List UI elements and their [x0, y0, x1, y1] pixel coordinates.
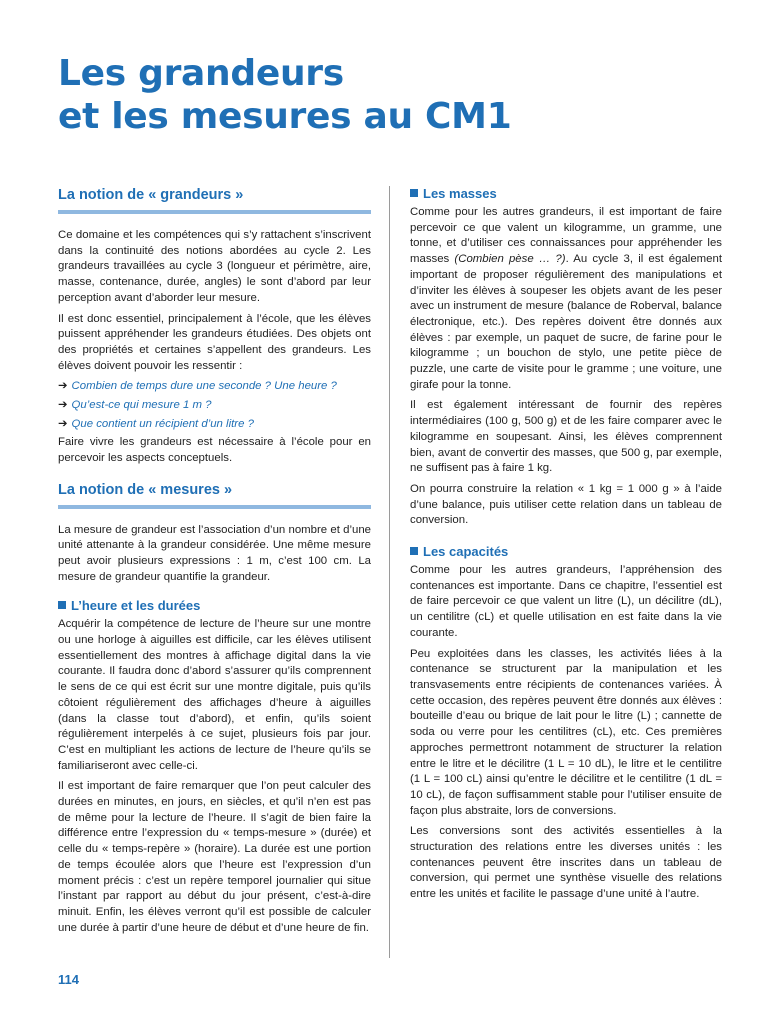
arrow-icon: ➔	[58, 417, 68, 430]
paragraph: Il est donc essentiel, principalement à l’école, que les élèves puissent appréhender les grandeurs étudiées. Des objets ont des propriétés et certaines s’appellent des grandeurs. Les élèves doivent pouvoir les ressentir :	[58, 312, 371, 372]
right-column	[410, 185, 722, 908]
arrow-icon: ➔	[58, 380, 68, 393]
page-title-line2: et les mesures au CM1	[58, 96, 512, 137]
arrow-icon: ➔	[58, 398, 68, 411]
square-bullet-icon	[58, 601, 66, 609]
column-divider	[389, 186, 390, 958]
paragraph: Les conversions sont des activités essentielles à la structuration des relations entre les diverses unités : les contenances peuvent être inscrites dans un tableau de conversion, qui permet une synthèse visuelle des relations entre les unités et facilite le passage d’une unité à l’autre.	[410, 825, 722, 901]
page-title	[58, 52, 718, 138]
question-item: ➔ Combien de temps dure une seconde ? Une heure ?	[58, 380, 337, 393]
question-item: ➔ Que contient un récipient d’un litre ?	[58, 417, 254, 430]
section-heading-grandeurs: La notion de « grandeurs »	[58, 186, 371, 214]
paragraph: Acquérir la compétence de lecture de l’heure sur une montre ou une horloge à aiguilles est difficile, car les élèves utilisent essentiellement des montres à affichage digital dans la vie courante. Il faudra donc d’abord s’assurer qu’ils comprennent le sens de ce qui est écrit sur une montre digitale, puis qu’ils côtoient régulièrement des affichages d’heure à aiguilles (dans la classe tout d’abord), et enfin, qu’ils soient régulièrement interpelés à ce sujet, plusieurs fois par jour. C’est en multipliant les actions de lecture de l’heure qu’ils se familiariseront avec celle-ci.	[58, 618, 371, 772]
paragraph: Il est également intéressant de fournir des repères intermédiaires (100 g, 500 g) et de les faire comparer avec le kilogramme en soupesant. Ainsi, les élèves comprennent bien, avant de convertir des masses, que 500 g, par exemple, ne suffisent pas à faire 1 kg.	[410, 399, 722, 475]
paragraph: Comme pour les autres grandeurs, l’appréhension des contenances est importante. Dans ce chapitre, l’essentiel est de faire percevoir ce que valent un litre (L), un décilitre (dL), un centilitre (cL) et quelle utilisation en est faite dans la vie courante.	[410, 564, 722, 639]
left-column	[58, 186, 371, 941]
paragraph: La mesure de grandeur est l’association d’un nombre et d’une unité attenante à la grandeur considérée. Une même mesure peut avoir plusieurs expressions : 1 m, c’est 100 cm. La mesure de grandeur quantifie la grandeur.	[58, 523, 371, 583]
section-heading-mesures: La notion de « mesures »	[58, 481, 371, 509]
square-bullet-icon	[410, 189, 418, 197]
subsection-heading-heure: L’heure et les durées	[58, 597, 371, 614]
paragraph: Faire vivre les grandeurs est nécessaire à l’école pour en percevoir les aspects conceptuels.	[58, 436, 371, 464]
page-number: 114	[58, 972, 79, 987]
paragraph: Peu exploitées dans les classes, les activités liées à la contenance se structurent par la manipulation et les transvasements entre récipients de contenances variées. À cette occasion, des repères peuvent être donnés aux élèves : bouteille d’eau ou brique de lait pour le litre (L) ; cannette de soda ou verre pour les centilitres (cL), etc. Ces premières approches permettront notamment de structurer la relation entre le litre et le décilitre (1 L = 10 dL), le litre et le centilitre (1 L = 100 cL) ainsi qu’entre le décilitre et le centilitre (1 dL = 10 cL), de façon suffisamment stable pour l’utiliser ensuite de façon plus abstraite, lors de conversions.	[410, 647, 722, 817]
paragraph: Comme pour les autres grandeurs, il est important de faire percevoir ce que valent un kilogramme, un gramme, une tonne, et d’utiliser ces connaissances pour appréhender les masses (Combien pèse … ?). Au cycle 3, il est également important de proposer régulièrement des manipulations et d’inviter les élèves à soupeser les objets avant de les peser avec un instrument de mesure (balance de Roberval, balance électronique, etc.). Des repères doivent être donnés aux élèves : par exemple, un paquet de sucre, de farine pour le kilogramme ; un bouchon de stylo, une petite pièce de puzzle, une carte de visite pour le gramme ; une voiture, une girafe pour la tonne.	[410, 206, 722, 391]
subsection-heading-masses: Les masses	[410, 185, 722, 202]
paragraph: Il est important de faire remarquer que l’on peut calculer des durées en minutes, en jours, en siècles, et qu’il n’en est pas de même pour la lecture de l’heure. Il s’agit de bien faire la différence entre l’expression du « temps-mesure » (durée) et celle du « temps-repère » (horaire). La durée est une portion de temps écoulée alors que l’heure est l’expression d’un moment précis : c’est un repère temporel journalier qui situe l’instant par rapport au début du jour présent, c’est-à-dire minuit. Enfin, les élèves verront qu’il est possible de calculer une durée à partir d’une heure de début et d’une heure de fin.	[58, 780, 371, 934]
paragraph: On pourra construire la relation « 1 kg = 1 000 g » à l’aide d’une balance, puis utiliser cette relation dans un tableau de conversion.	[410, 482, 722, 527]
question-item: ➔ Qu’est-ce qui mesure 1 m ?	[58, 398, 212, 411]
square-bullet-icon	[410, 547, 418, 555]
paragraph: Ce domaine et les compétences qui s’y rattachent s’inscrivent dans la continuité des notions abordées au cycle 2. Les grandeurs travaillées au cycle 3 (longueur et périmètre, aire, masse, contenance, durée, angles) le sont d’abord par leur perception avant d’aborder leur mesure.	[58, 229, 371, 304]
page-title-line1: Les grandeurs	[58, 53, 344, 94]
subsection-heading-capacites: Les capacités	[410, 543, 722, 560]
